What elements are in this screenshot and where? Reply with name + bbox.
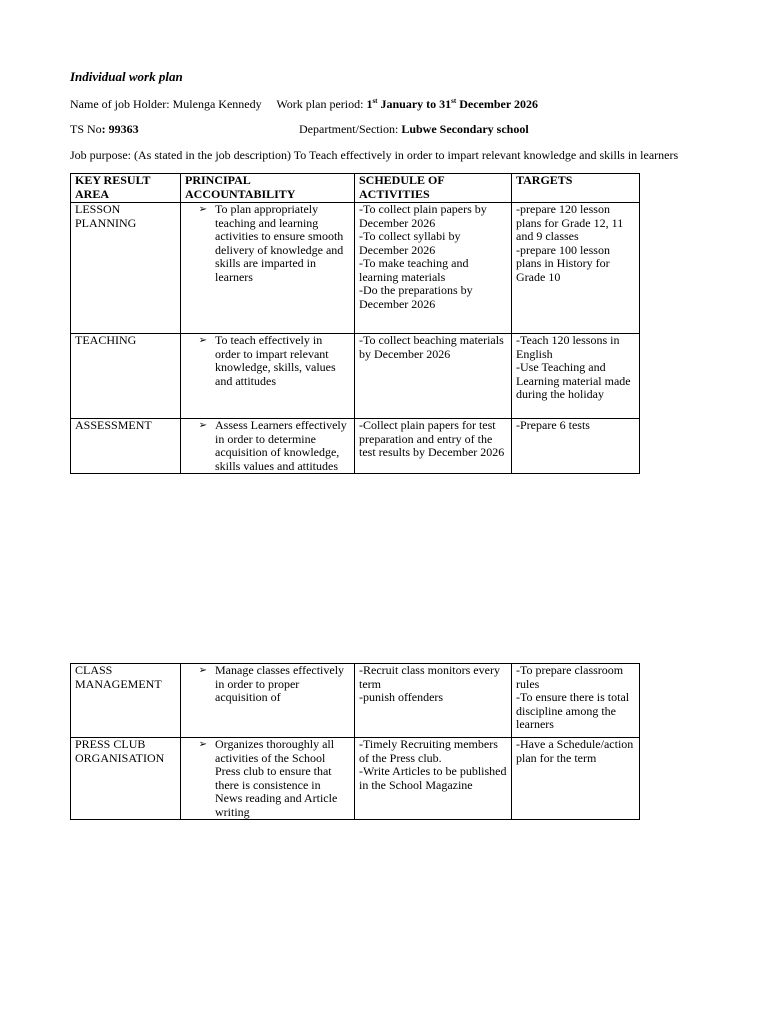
arrow-bullet-icon: ➢ [198, 420, 207, 431]
ts-value: 99363 [108, 122, 139, 136]
period-value: 1st January to 31st December 2026 [366, 97, 538, 111]
targets-cell: -Teach 120 lessons in English -Use Teaching and Learning material made during the holiday [512, 334, 640, 419]
area-cell: CLASS MANAGEMENT [71, 664, 181, 738]
table-row [71, 334, 640, 419]
department-value: Lubwe Secondary school [401, 122, 529, 136]
name-value: Mulenga Kennedy [172, 97, 262, 111]
activities-cell: -To collect beaching materials by December 2026 [355, 334, 512, 419]
accountability-cell: ➢ Assess Learners effectively in order to determine acquisition of knowledge, skills values and attitudes [181, 419, 355, 474]
activities-cell: -Recruit class monitors every term -punish offenders [355, 664, 512, 738]
work-plan-table-part2 [70, 663, 640, 820]
targets-cell: -Prepare 6 tests [512, 419, 640, 474]
document-title: Individual work plan [70, 69, 183, 84]
department-line [299, 122, 529, 136]
activities-cell: -To collect plain papers by December 2026 -To collect syllabi by December 2026 -To make teaching and learning materials -Do the preparations by December 2026 [355, 203, 512, 334]
work-plan-table-part1 [70, 173, 640, 474]
accountability-cell: ➢ To teach effectively in order to impart relevant knowledge, skills, values and attitudes [181, 334, 355, 419]
job-holder-line [70, 97, 538, 111]
activities-cell: -Collect plain papers for test preparation and entry of the test results by December 2026 [355, 419, 512, 474]
targets-cell: -To prepare classroom rules -To ensure there is total discipline among the learners [512, 664, 640, 738]
header-key-result-area: KEY RESULT AREA [71, 174, 181, 203]
area-cell: LESSON PLANNING [71, 203, 181, 334]
table-row [71, 419, 640, 474]
area-cell: PRESS CLUB ORGANISATION [71, 738, 181, 820]
header-targets: TARGETS [512, 174, 640, 203]
period-label: Work plan period: [276, 97, 364, 111]
accountability-cell: ➢ Organizes thoroughly all activities of the School Press club to ensure that there is consistence in News reading and Article writing [181, 738, 355, 820]
job-purpose: Job purpose: (As stated in the job description) To Teach effectively in order to impart relevant knowledge and skills in learners [70, 148, 679, 162]
area-cell: TEACHING [71, 334, 181, 419]
arrow-bullet-icon: ➢ [198, 204, 207, 215]
header-principal-accountability: PRINCIPAL ACCOUNTABILITY [181, 174, 355, 203]
targets-cell: -Have a Schedule/action plan for the term [512, 738, 640, 820]
arrow-bullet-icon: ➢ [198, 335, 207, 346]
accountability-cell: ➢ To plan appropriately teaching and learning activities to ensure smooth delivery of knowledge and skills are imparted in learners [181, 203, 355, 334]
ts-number-line: TS No: 99363 [70, 122, 139, 136]
table-row [71, 203, 640, 334]
accountability-cell: ➢ Manage classes effectively in order to proper acquisition of [181, 664, 355, 738]
arrow-bullet-icon: ➢ [198, 739, 207, 750]
activities-cell: -Timely Recruiting members of the Press club. -Write Articles to be published in the School Magazine [355, 738, 512, 820]
arrow-bullet-icon: ➢ [198, 665, 207, 676]
area-cell: ASSESSMENT [71, 419, 181, 474]
ts-label: TS No [70, 122, 102, 136]
table-header-row [71, 174, 640, 203]
header-schedule-of-activities: SCHEDULE OF ACTIVITIES [355, 174, 512, 203]
table-row [71, 738, 640, 820]
targets-cell: -prepare 120 lesson plans for Grade 12, 11 and 9 classes -prepare 100 lesson plans in History for Grade 10 [512, 203, 640, 334]
name-label: Name of job Holder: [70, 97, 170, 111]
department-label: Department/Section: [299, 122, 399, 136]
table-row [71, 664, 640, 738]
